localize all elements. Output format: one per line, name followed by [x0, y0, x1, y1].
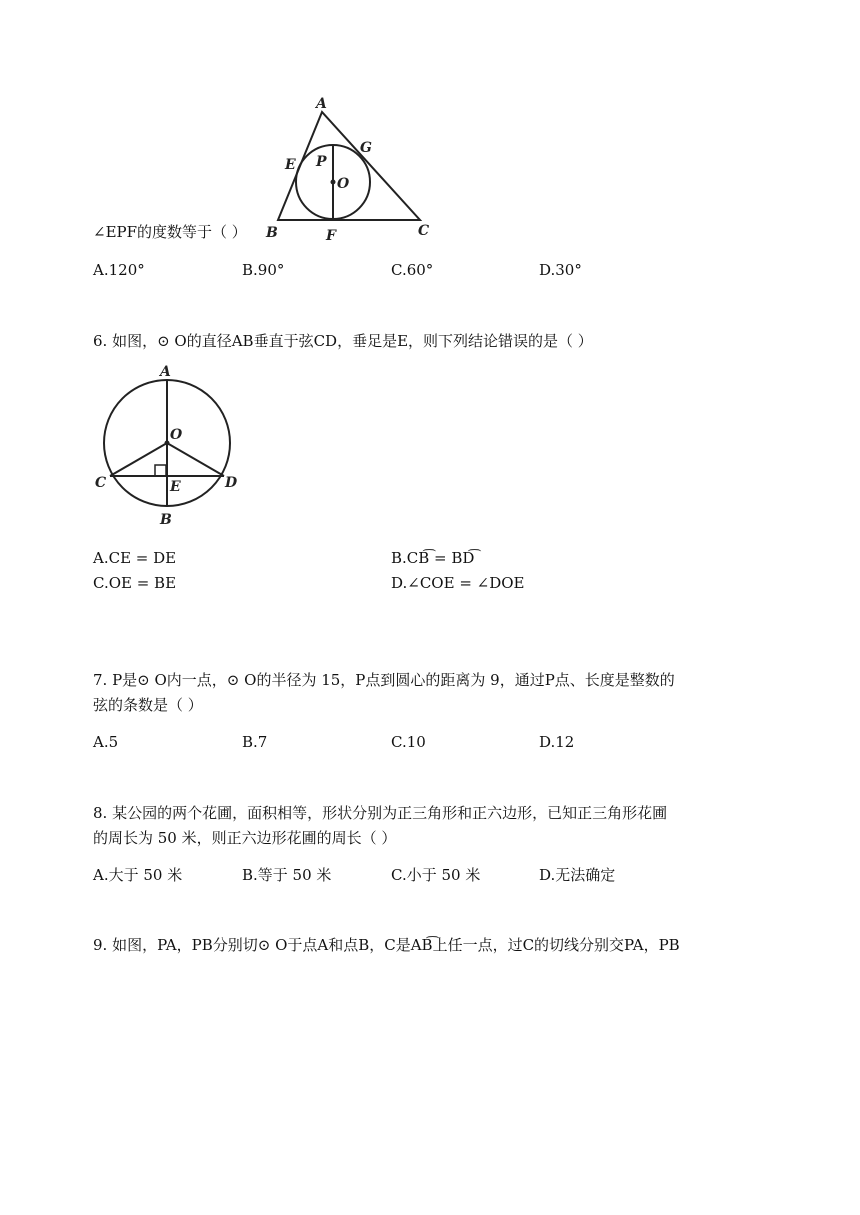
q8-option-b: B.等于 50 米 [242, 866, 332, 884]
q5-center-dot [331, 180, 336, 185]
q6-label-c: C [95, 475, 107, 491]
q5-option-d: D.30° [539, 261, 582, 279]
q6-option-d: D.∠COE = ∠DOE [391, 574, 525, 592]
q6-option-b: B.CB͡ = BD͡ [391, 549, 475, 567]
q5-label-e: E [285, 157, 296, 173]
q8-stem-line1: 8. 某公园的两个花圃，面积相等，形状分别为正三角形和正六边形，已知正三角形花圃 [93, 804, 668, 822]
q6-right-angle-mark [155, 465, 166, 476]
q6-label-o: O [170, 427, 183, 443]
q7-stem-line1: 7. P是⊙ O内一点，⊙ O的半径为 15，P点到圆心的距离为 9，通过P点、长度是整数的 [93, 671, 675, 689]
q5-label-b: B [266, 225, 278, 241]
q5-option-c: C.60° [391, 261, 434, 279]
q7-option-b: B.7 [242, 733, 268, 751]
q8-option-a: A.大于 50 米 [93, 866, 183, 884]
q5-label-a: A [316, 96, 327, 112]
q5-label-c: C [418, 223, 430, 239]
q7-option-c: C.10 [391, 733, 426, 751]
q7-option-d: D.12 [539, 733, 575, 751]
q6-label-b: B [160, 512, 172, 528]
q5-option-a: A.120° [93, 261, 145, 279]
q6-radius-od [167, 443, 224, 476]
q5-figure [250, 92, 450, 252]
q6-center-dot [165, 441, 170, 446]
q5-label-g: G [360, 140, 372, 156]
q5-option-b: B.90° [242, 261, 285, 279]
q9-stem: 9. 如图，PA，PB分别切⊙ O于点A和点B，C是AB͡上任一点，过C的切线分别交PA，PB [93, 936, 680, 954]
q6-option-c: C.OE = BE [93, 574, 177, 592]
q5-label-p: P [316, 154, 327, 170]
q5-stem-tail: ∠EPF的度数等于（ ） [93, 223, 247, 241]
q8-stem-line2: 的周长为 50 米，则正六边形花圃的周长（ ） [93, 829, 397, 847]
q6-option-a: A.CE = DE [93, 549, 177, 567]
q6-label-d: D [225, 475, 238, 491]
q8-option-d: D.无法确定 [539, 866, 616, 884]
q6-figure [90, 360, 250, 530]
q8-option-c: C.小于 50 米 [391, 866, 481, 884]
q6-radius-oc [110, 443, 167, 476]
q6-label-a: A [160, 364, 171, 380]
q5-label-f: F [326, 228, 336, 244]
q6-stem: 6. 如图，⊙ O的直径AB垂直于弦CD，垂足是E，则下列结论错误的是（ ） [93, 332, 593, 350]
q7-stem-line2: 弦的条数是（ ） [93, 696, 203, 714]
q6-label-e: E [170, 479, 181, 495]
q7-option-a: A.5 [93, 733, 119, 751]
q5-label-o: O [337, 176, 350, 192]
